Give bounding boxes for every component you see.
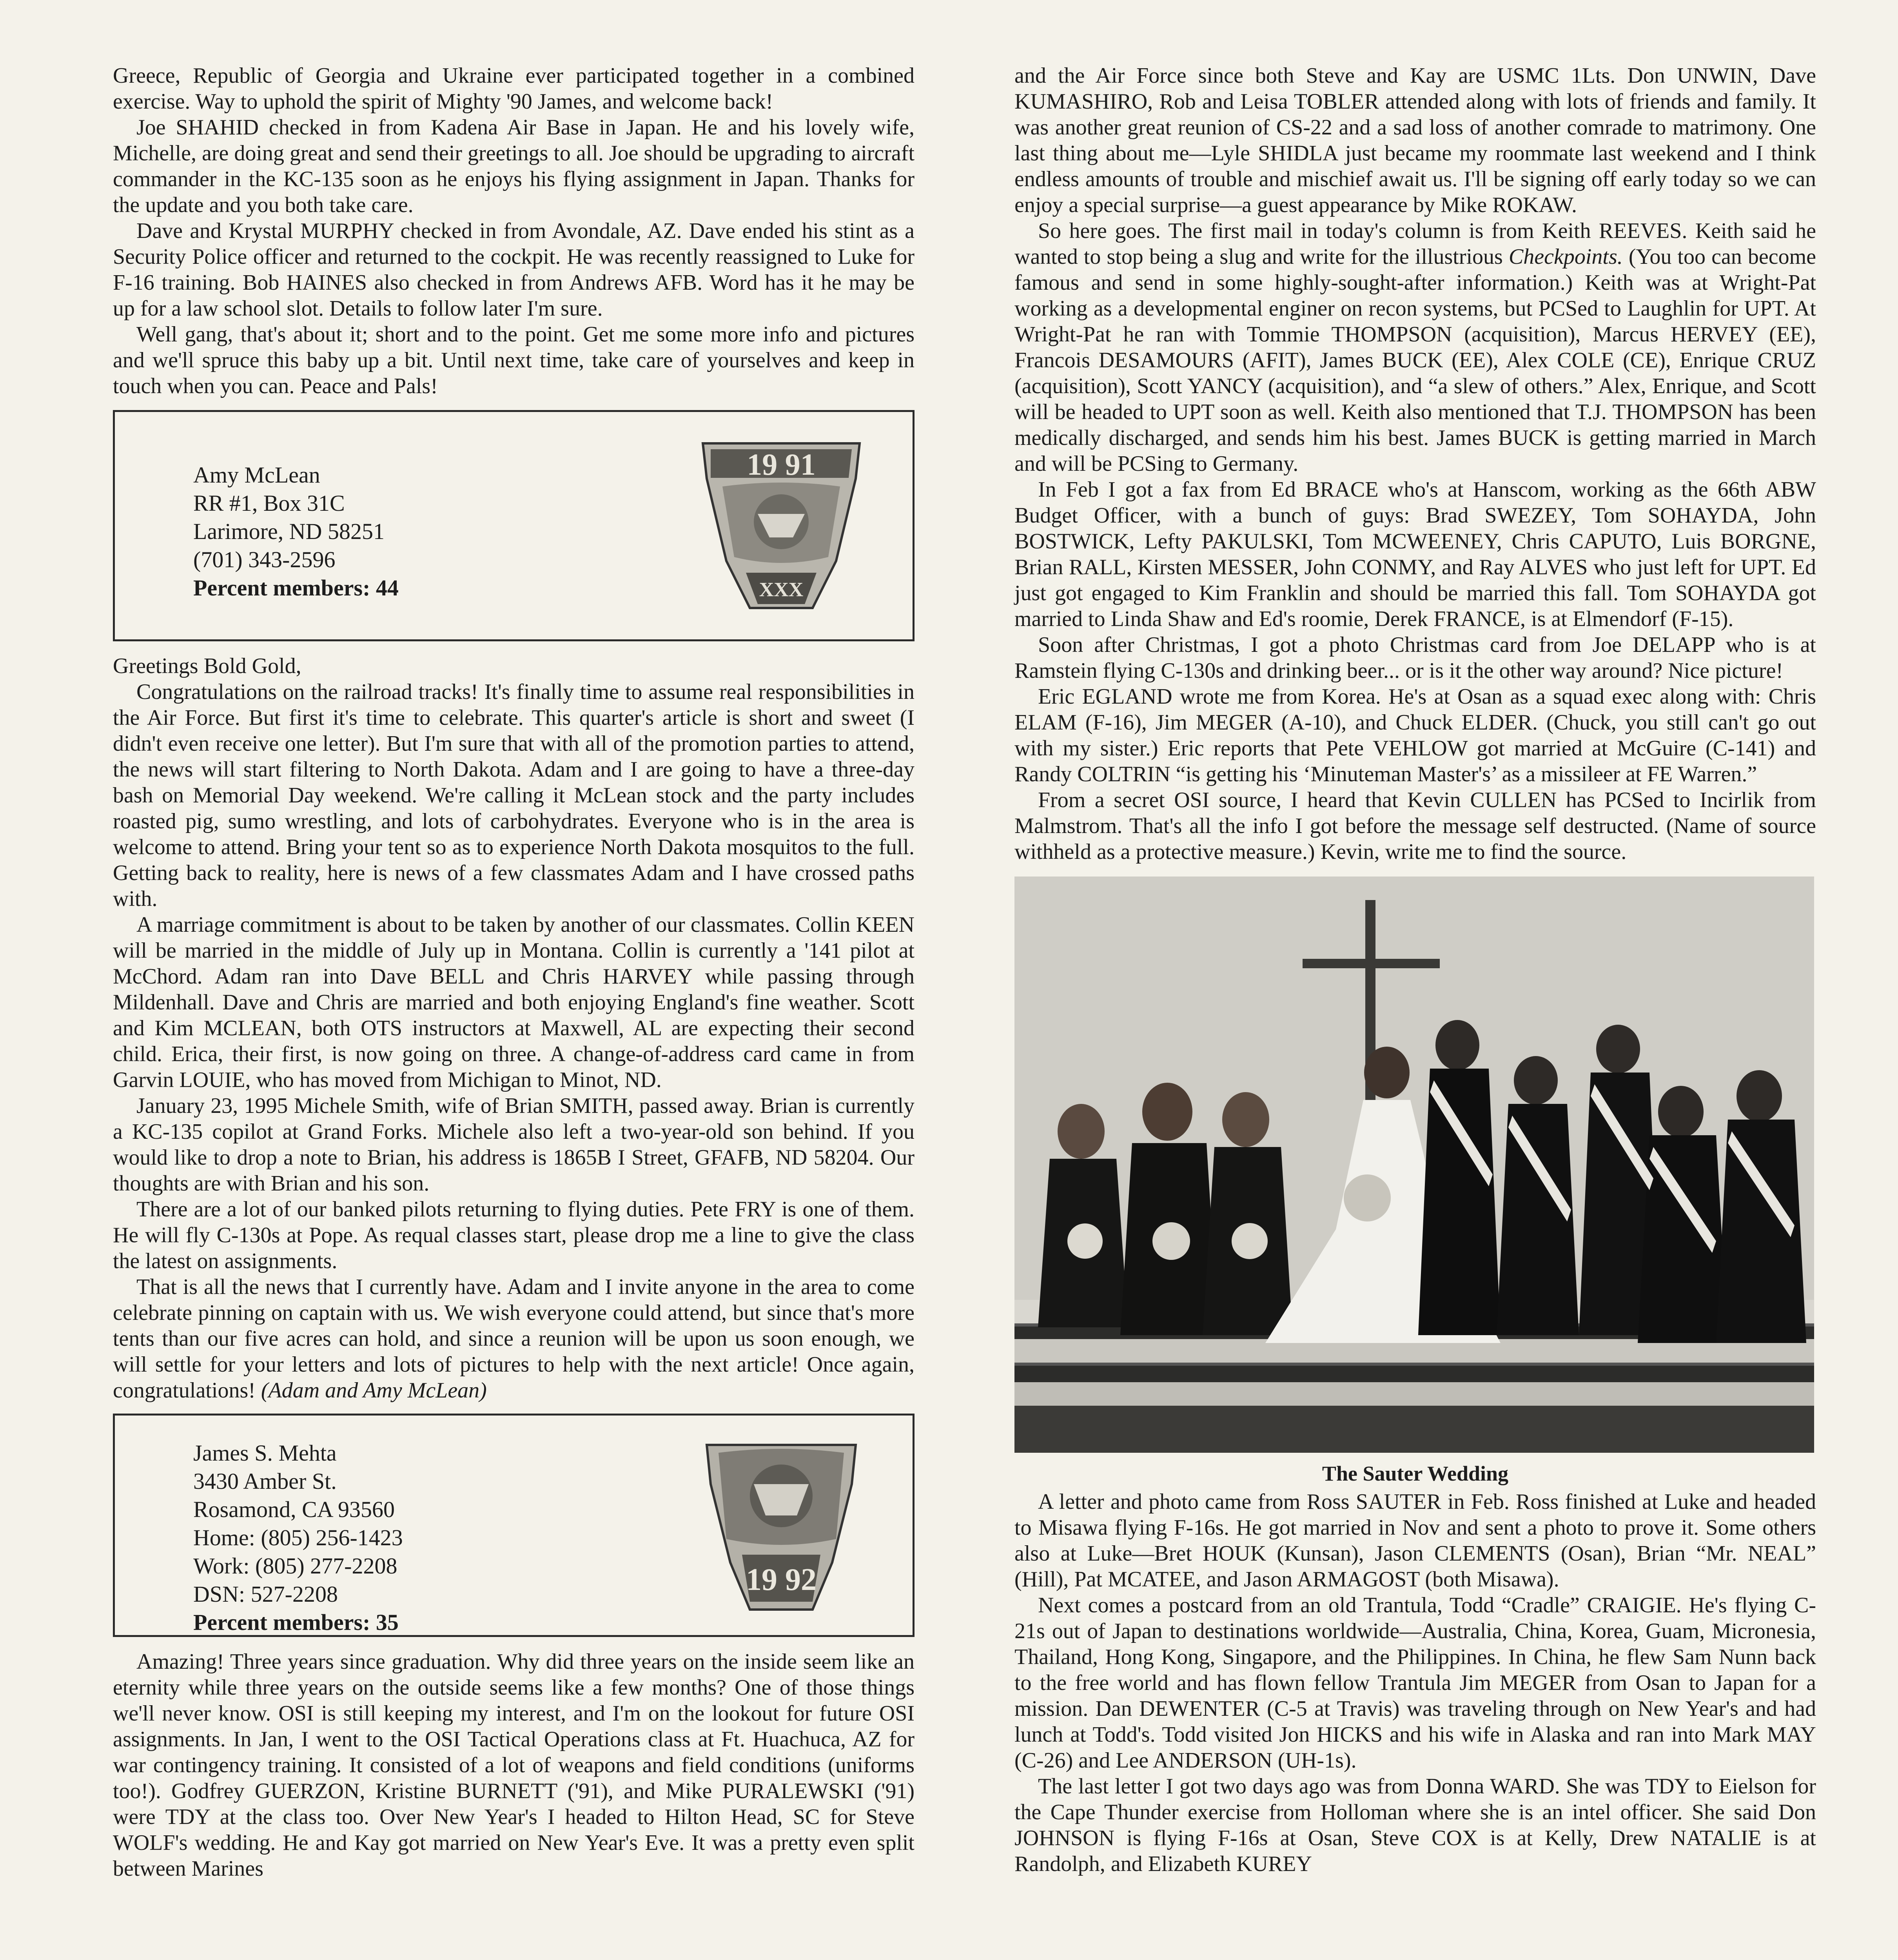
publication-title: Checkpoints. [1508,245,1623,269]
work-phone: Work: (805) 277-2208 [193,1553,397,1579]
class-1991-crest [695,432,867,618]
article-greeting: Greetings Bold Gold, [113,654,301,678]
article-paragraph: A letter and photo came from Ross SAUTER in Feb. Ross finished at Luke and headed to Misawa flying F-16s. He got married in Nov and sent a photo to prove it. Some others also at Luke—Bret HOUK (Kunsan), Jason CLEMENTS (Osan), Brian “Mr. NEAL” (Hill), Pat MCATEE, and Jason ARMAGOST (both Misawa). [1014,1490,1816,1592]
article-paragraph [113,1274,915,1403]
article-paragraph: Eric EGLAND wrote me from Korea. He's at Osan as a squad exec along with: Chris ELAM (F-16), Jim MEGER (A-10), and Chuck ELDER. (Chuck, you still can't go out with my sister.) Eric reports that Pete VEHLOW got married at McGuire (C-141) and Randy COLTRIN “is getting his ‘Minuteman Master's’ as a missileer at FE Warren.” [1014,684,1816,786]
crest-numeral: XXX [759,579,804,601]
paragraph-text: That is all the news that I currently have. Adam and I invite anyone in the area to come celebrate pinning on captain with us. We wish everyone could attend, but since that's more tents than our five acres can hold, and since a reunion will be upon us soon enough, we will settle for your letters and lots of pictures to help with the next article! Once again, congratulations! [113,1275,915,1403]
article-paragraph: The last letter I got two days ago was from Donna WARD. She was TDY to Eielson for the Cape Thunder exercise from Holloman where she is an intel officer. She said Don JOHNSON is flying F-16s at Osan, Steve COX is at Kelly, Drew NATALIE is at Randolph, and Elizabeth KUREY [1014,1774,1816,1876]
paragraph-text: So here goes. The first mail in today's column is from Keith REEVES. Keith said he wanted to stop being a slug and write for the illustrious [1014,219,1816,269]
correspondent-name: Amy McLean [193,462,320,488]
article-paragraph: From a secret OSI source, I heard that Kevin CULLEN has PCSed to Incirlik from Malmstrom. That's all the info I got before the message self destructed. (Name of source withheld as a protective measure.) Kevin, write me to find the source. [1014,788,1816,864]
photo-caption: The Sauter Wedding [1322,1462,1509,1485]
percent-members: Percent members: 35 [193,1610,399,1635]
left-column [113,63,915,1882]
article-paragraph: January 23, 1995 Michele Smith, wife of Brian SMITH, passed away. Brian is currently a KC-135 copilot at Grand Forks. Michele also left a two-year-old son behind. If you would like to drop a note to Brian, his address is 1865B I Street, GFAFB, ND 58204. Our thoughts are with Brian and his son. [113,1094,915,1196]
article-paragraph: Next comes a postcard from an old Trantula, Todd “Cradle” CRAIGIE. He's flying C-21s out of Japan to destinations worldwide—Australia, China, Korea, Guam, Micronesia, Thailand, Hong Kong, Singapore, and the Philippines. In China, he flew Sam Nunn back to the free world and has flown fellow Trantula Jim MEGER from Osan to Japan for a mission. Dan DEWENTER (C-5 at Travis) was traveling through on New Year's and had lunch at Todd's. Todd visited Jon HICKS and his wife in Alaska and ran into Mark MAY (C-26) and Lee ANDERSON (UH-1s). [1014,1593,1816,1773]
article-paragraph: Greece, Republic of Georgia and Ukraine ever participated together in a combined exercise. Way to uphold the spirit of Mighty '90 James, and welcome back! [113,64,915,114]
right-column [1014,63,1816,1877]
class-1991-address [193,461,399,602]
address-line: 3430 Amber St. [193,1468,337,1494]
class-1991-contact-box [113,410,915,641]
article-paragraph [1014,218,1816,477]
paragraph-text: (You too can become famous and send in some highly-sought-after information.) Keith was at Wright-Pat working as a developmental enginer on recon systems, but PCSed to Laughlin for UPT. At Wright-Pat he ran with Tommie THOMPSON (acquisition), Marcus HERVEY (EE), Francois DESAMOURS (AFIT), James BUCK (EE), Alex COLE (CE), Enrique CRUZ (acquisition), Scott YANCY (acquisition), and “a slew of others.” Alex, Enrique, and Scott will be headed to UPT soon as well. Keith also mentioned that T.J. THOMPSON has been medically discharged, and sends him his best. James BUCK is getting married in March and will be PCSing to Germany. [1014,245,1816,476]
signoff: (Adam and Amy McLean) [261,1378,487,1403]
article-paragraph: and the Air Force since both Steve and Kay are USMC 1Lts. Don UNWIN, Dave KUMASHIRO, Rob and Leisa TOBLER attended along with lots of friends and family. It was another great reunion of CS-22 and a sad loss of another comrade to matrimony. One last thing about me—Lyle SHIDLA just became my roommate last weekend and I think endless amounts of trouble and mischief await us. I'll be signing off early today so we can enjoy a special surprise—a guest appearance by Mike ROKAW. [1014,64,1816,217]
article-paragraph: In Feb I got a fax from Ed BRACE who's at Hanscom, working as the 66th ABW Budget Officer, with a bunch of guys: Brad SWEZEY, Tom SOHAYDA, John BOSTWICK, Lefty PAKULSKI, Tom MCWEENEY, Chris CAPUTO, Luis BORGNE, Brian RALL, Kirsten MESSER, John CONMY, and Ray ALVES who just left for UPT. Ed just got engaged to Kim Franklin and should be married this fall. Tom SOHAYDA got married to Linda Shaw and Ed's roomie, Derek FRANCE, is at Elmendorf (F-15). [1014,477,1816,631]
article-paragraph: Well gang, that's about it; short and to the point. Get me some more info and pictures and we'll spruce this baby up a bit. Until next time, take care of yourselves and keep in touch when you can. Peace and Pals! [113,322,915,398]
class-1992-crest [695,1437,867,1619]
article-paragraph: Dave and Krystal MURPHY checked in from Avondale, AZ. Dave ended his stint as a Security Police officer and returned to the cockpit. He was recently reassigned to Luke for F-16 training. Bob HAINES also checked in from Andrews AFB. Word has it he may be up for a law school slot. Details to follow later I'm sure. [113,219,915,321]
home-phone: Home: (805) 256-1423 [193,1525,403,1550]
address-line: RR #1, Box 31C [193,490,345,516]
percent-members: Percent members: 44 [193,575,399,601]
class-1992-address [193,1439,403,1637]
article-paragraph: A marriage commitment is about to be taken by another of our classmates. Collin KEEN will be married in the middle of July up in Montana. Collin is currently a '141 pilot at McChord. Adam ran into Dave BELL and Chris HARVEY while passing through Mildenhall. Dave and Chris are married and both enjoying England's fine weather. Scott and Kim MCLEAN, both OTS instructors at Maxwell, AL are expecting their second child. Erica, their first, is now going on three. A change-of-address card came in from Garvin LOUIE, who has moved from Michigan to Minot, ND. [113,913,915,1092]
wedding-photo [1014,877,1816,1453]
class-1992-contact-box [113,1414,915,1637]
crest-year: 19 92 [746,1563,817,1597]
phone-number: (701) 343-2596 [193,547,336,572]
address-line: Rosamond, CA 93560 [193,1497,395,1522]
crest-year: 19 91 [747,447,816,481]
article-paragraph: Congratulations on the railroad tracks! It's finally time to assume real responsibilities in the Air Force. But first it's time to celebrate. This quarter's article is short and sweet (I didn't even receive one letter). But I'm sure that with all of the promotion parties to attend, the news will start filtering to North Dakota. Adam and I are going to have a three-day bash on Memorial Day weekend. We're calling it McLean stock and the party includes roasted pig, sumo wrestling, and lots of carbohydrates. Everyone who is in the area is welcome to attend. Bring your tent so as to experience North Dakota mosquitos to the full. Getting back to reality, here is news of a few classmates Adam and I have crossed paths with. [113,680,915,911]
correspondent-name: James S. Mehta [193,1440,337,1466]
article-paragraph: Amazing! Three years since graduation. Why did three years on the inside seem like an eternity while three years on the outside seems like a few months? One of those things we'll never know. OSI is still keeping my interest, and I'm on the lookout for future OSI assignments. In Jan, I went to the OSI Tactical Operations class at Ft. Huachuca, AZ for war contingency training. It consisted of a lot of weapons and field conditions (uniforms too!). Godfrey GUERZON, Kristine BURNETT ('91), and Mike PURALEWSKI ('91) were TDY at the class too. Over New Year's I headed to Hilton Head, SC for Steve WOLF's wedding. He and Kay got married on New Year's Eve. It was a pretty even split between Marines [113,1650,915,1881]
dsn-number: DSN: 527-2208 [193,1581,338,1607]
article-paragraph: There are a lot of our banked pilots returning to flying duties. Pete FRY is one of them. He will fly C-130s at Pope. As requal classes start, please drop me a line to give the class the latest on assignments. [113,1197,915,1273]
article-paragraph: Joe SHAHID checked in from Kadena Air Base in Japan. He and his lovely wife, Michelle, are doing great and send their greetings to all. Joe should be upgrading to aircraft commander in the KC-135 soon as he enjoys his flying assignment in Japan. Thanks for the update and you both take care. [113,115,915,217]
address-line: Larimore, ND 58251 [193,519,385,544]
article-paragraph: Soon after Christmas, I got a photo Christmas card from Joe DELAPP who is at Ramstein flying C-130s and drinking beer... or is it the other way around? Nice picture! [1014,633,1816,683]
